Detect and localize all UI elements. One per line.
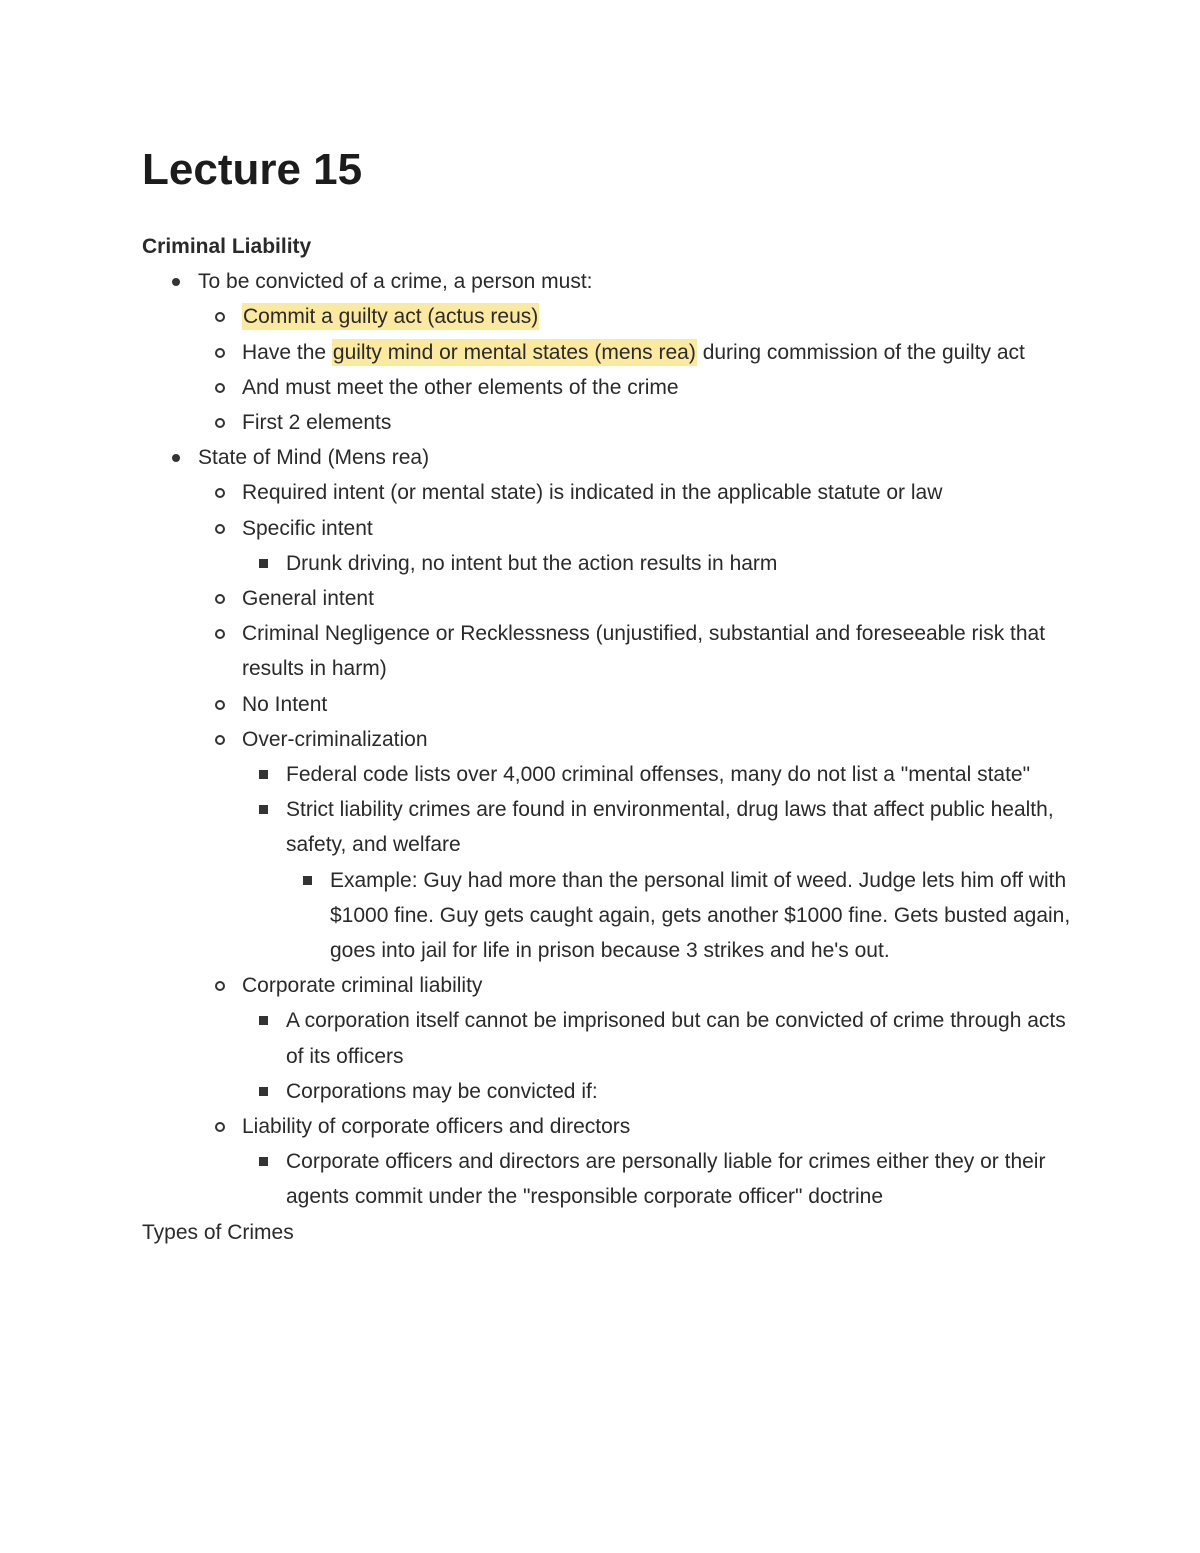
- convicted-sublist: [198, 299, 1072, 440]
- bullet-circle-icon: [215, 524, 225, 534]
- criminal-liability-list: [142, 264, 1072, 1214]
- list-item: [286, 757, 1072, 792]
- list-item: [242, 616, 1072, 686]
- bullet-circle-icon: [215, 418, 225, 428]
- list-item: [242, 335, 1072, 370]
- state-of-mind-sublist: [198, 475, 1072, 1214]
- list-item-text: Corporations may be convicted if:: [286, 1079, 598, 1103]
- list-item-text: A corporation itself cannot be imprisoned but can be convicted of crime through acts of its officers: [286, 1009, 1066, 1068]
- bullet-circle-icon: [215, 348, 225, 358]
- bullet-square-icon: [303, 876, 312, 885]
- bullet-square-icon: [259, 805, 268, 814]
- list-item-text: Have the: [242, 340, 332, 364]
- list-item: [242, 581, 1072, 616]
- bullet-circle-icon: [215, 629, 225, 639]
- list-item-text: State of Mind (Mens rea): [198, 446, 430, 470]
- list-item-text: Over-criminalization: [242, 727, 428, 751]
- bullet-disc-icon: [172, 454, 180, 462]
- list-item-text: No Intent: [242, 692, 328, 716]
- list-item-text: Strict liability crimes are found in environmental, drug laws that affect public health, safety, and welfare: [286, 798, 1054, 857]
- list-item: [242, 405, 1072, 440]
- list-item: [286, 546, 1072, 581]
- highlighted-text: guilty mind or mental states (mens rea): [332, 340, 696, 364]
- page-title: Lecture 15: [142, 145, 363, 194]
- list-item: [198, 264, 1072, 440]
- bullet-circle-icon: [215, 488, 225, 498]
- list-item-text: General intent: [242, 587, 374, 611]
- bullet-circle-icon: [215, 700, 225, 710]
- list-item-text: during commission of the guilty act: [696, 340, 1025, 364]
- list-item: [242, 722, 1072, 968]
- list-item: [198, 440, 1072, 1214]
- list-item: [242, 370, 1072, 405]
- list-item: [286, 1074, 1072, 1109]
- list-item: [242, 299, 1072, 334]
- list-item: [242, 475, 1072, 510]
- list-item-text: First 2 elements: [242, 411, 392, 435]
- bullet-square-icon: [259, 559, 268, 568]
- list-item-text: Example: Guy had more than the personal limit of weed. Judge lets him off with $1000 fine. Guy gets caught again, gets another $1000 fine. Gets busted again, goes into jail for life in prison because 3 strikes and he's out.: [330, 868, 1071, 963]
- section-heading-criminal-liability: Criminal Liability: [142, 235, 312, 258]
- list-item: [330, 863, 1072, 969]
- list-item-text: Specific intent: [242, 516, 373, 540]
- list-item-text: Liability of corporate officers and directors: [242, 1115, 631, 1139]
- bullet-square-icon: [259, 1157, 268, 1166]
- bullet-circle-icon: [215, 981, 225, 991]
- bullet-square-icon: [259, 1016, 268, 1025]
- list-item: [242, 687, 1072, 722]
- list-item: [242, 511, 1072, 581]
- bullet-circle-icon: [215, 1122, 225, 1132]
- list-item-text: To be convicted of a crime, a person must:: [198, 270, 593, 294]
- list-item: [242, 1109, 1072, 1215]
- bullet-square-icon: [259, 770, 268, 779]
- list-item: [286, 792, 1072, 968]
- specific-intent-sublist: [242, 546, 1072, 581]
- list-item-text: Drunk driving, no intent but the action results in harm: [286, 551, 778, 575]
- highlighted-text: Commit a guilty act (actus reus): [243, 305, 539, 329]
- list-item-text: Federal code lists over 4,000 criminal offenses, many do not list a "mental state": [286, 763, 1031, 787]
- officers-liability-sublist: [242, 1144, 1072, 1214]
- list-item-text: Criminal Negligence or Recklessness (unjustified, substantial and foreseeable risk that results in harm): [242, 622, 1046, 681]
- bullet-disc-icon: [172, 278, 180, 286]
- list-item-text: Corporate officers and directors are personally liable for crimes either they or their agents commit under the "responsible corporate officer" doctrine: [286, 1150, 1046, 1209]
- section-heading-types-of-crimes: Types of Crimes: [142, 1220, 294, 1244]
- list-item-text: Required intent (or mental state) is indicated in the applicable statute or law: [242, 481, 943, 505]
- list-item-text: Corporate criminal liability: [242, 974, 483, 998]
- document-body: [142, 229, 1072, 1250]
- strict-liability-sublist: [286, 863, 1072, 969]
- bullet-circle-icon: [215, 312, 225, 322]
- list-item: [286, 1003, 1072, 1073]
- bullet-circle-icon: [215, 383, 225, 393]
- over-criminalization-sublist: [242, 757, 1072, 968]
- bullet-circle-icon: [215, 735, 225, 745]
- list-item: [286, 1144, 1072, 1214]
- corporate-liability-sublist: [242, 1003, 1072, 1109]
- bullet-circle-icon: [215, 594, 225, 604]
- bullet-square-icon: [259, 1087, 268, 1096]
- list-item-text: And must meet the other elements of the crime: [242, 375, 679, 399]
- list-item: [242, 968, 1072, 1109]
